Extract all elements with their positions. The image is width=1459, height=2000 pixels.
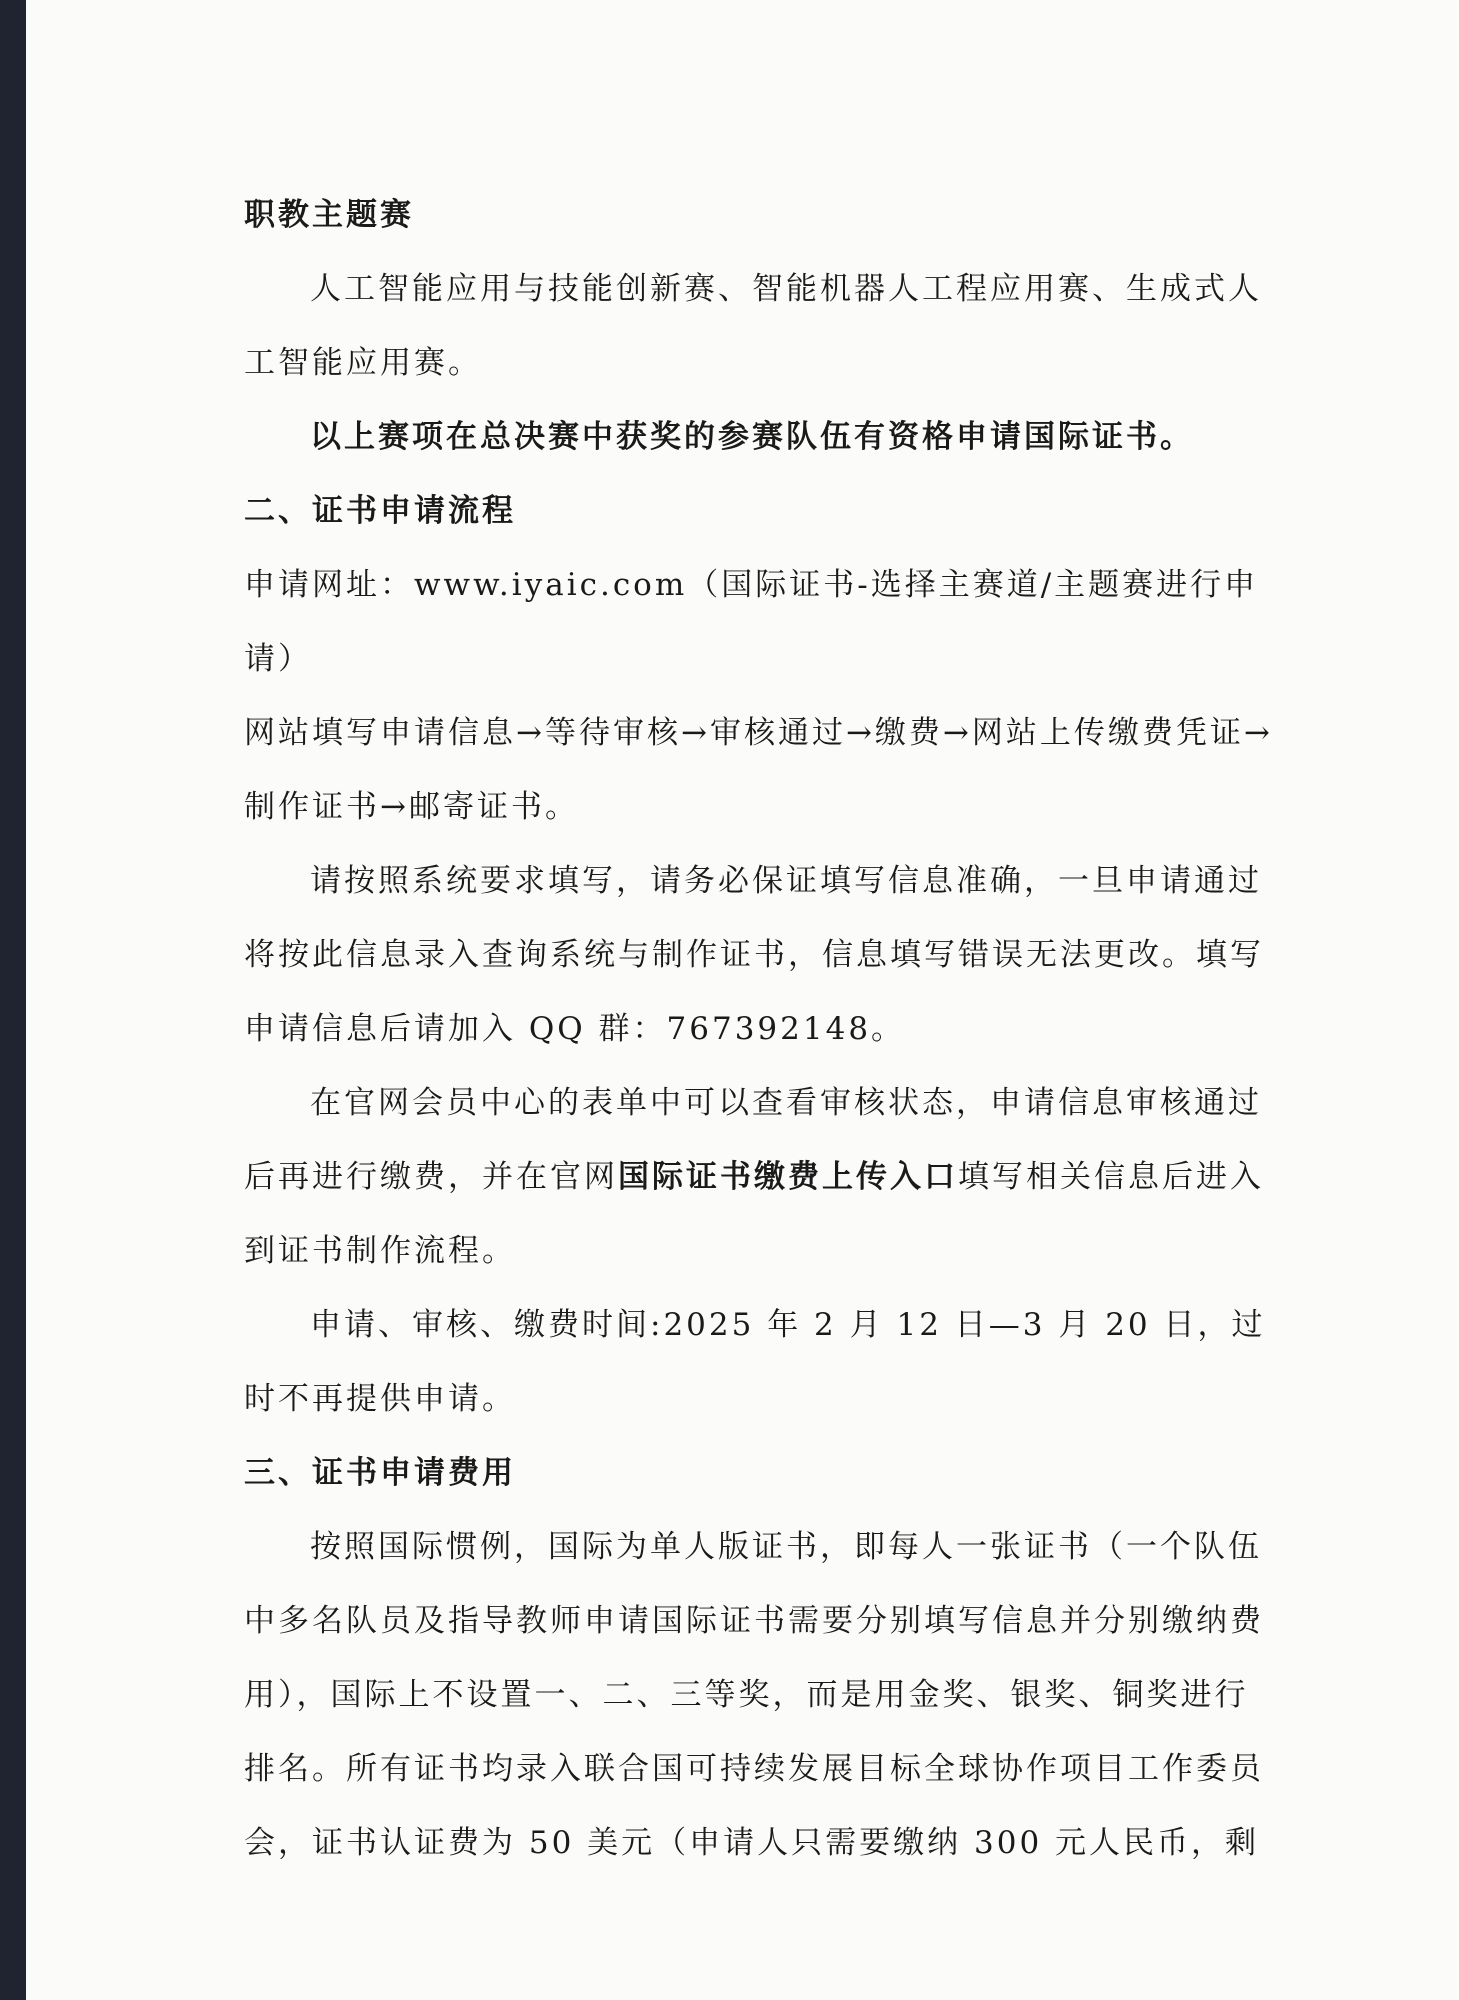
time-paragraph: 申请、审核、缴费时间:2025 年 2 月 12 日—3 月 20 日，过时不再提供申请。 [244, 1307, 1266, 1417]
heading-vocational: 职教主题赛 [244, 197, 414, 233]
review-paragraph [244, 1066, 1274, 1288]
fill-notice-paragraph: 请按照系统要求填写，请务必保证填写信息准确，一旦申请通过将按此信息录入查询系统与制作证书，信息填写错误无法更改。填写申请信息后请加入 QQ 群：767392148。 [244, 863, 1264, 1047]
section3-title: 三、证书申请费用 [244, 1455, 516, 1491]
process-line: 网站填写申请信息→等待审核→审核通过→缴费→网站上传缴费凭证→制作证书→邮寄证书。 [244, 715, 1273, 825]
apply-url-line: 申请网址：www.iyaic.com（国际证书-选择主赛道/主题赛进行申请） [244, 567, 1259, 677]
review-text-after: 填写相关信息后进入到证书制作流程。 [244, 1159, 1264, 1269]
fee-paragraph: 按照国际惯例，国际为单人版证书，即每人一张证书（一个队伍中多名队员及指导教师申请国际证书需要分别填写信息并分别缴纳费用），国际上不设置一、二、三等奖，而是用金奖、银奖、铜奖进行排名。所有证书均录入联合国可持续发展目标全球协作项目工作委员会，证书认证费为 50 美元（申请人只需要缴纳 300 元人民币，剩 [244, 1529, 1264, 1861]
eligibility-paragraph: 以上赛项在总决赛中获奖的参赛队伍有资格申请国际证书。 [310, 419, 1194, 455]
document-body [244, 178, 1274, 1880]
events-paragraph: 人工智能应用与技能创新赛、智能机器人工程应用赛、生成式人工智能应用赛。 [244, 271, 1262, 381]
payment-upload-entry: 国际证书缴费上传入口 [618, 1159, 958, 1195]
section2-title: 二、证书申请流程 [244, 493, 516, 529]
review-text-before: 在官网会员中心的表单中可以查看审核状态，申请信息审核通过后再进行缴费，并在官网 [244, 1085, 1262, 1195]
document-page [26, 0, 1459, 2000]
